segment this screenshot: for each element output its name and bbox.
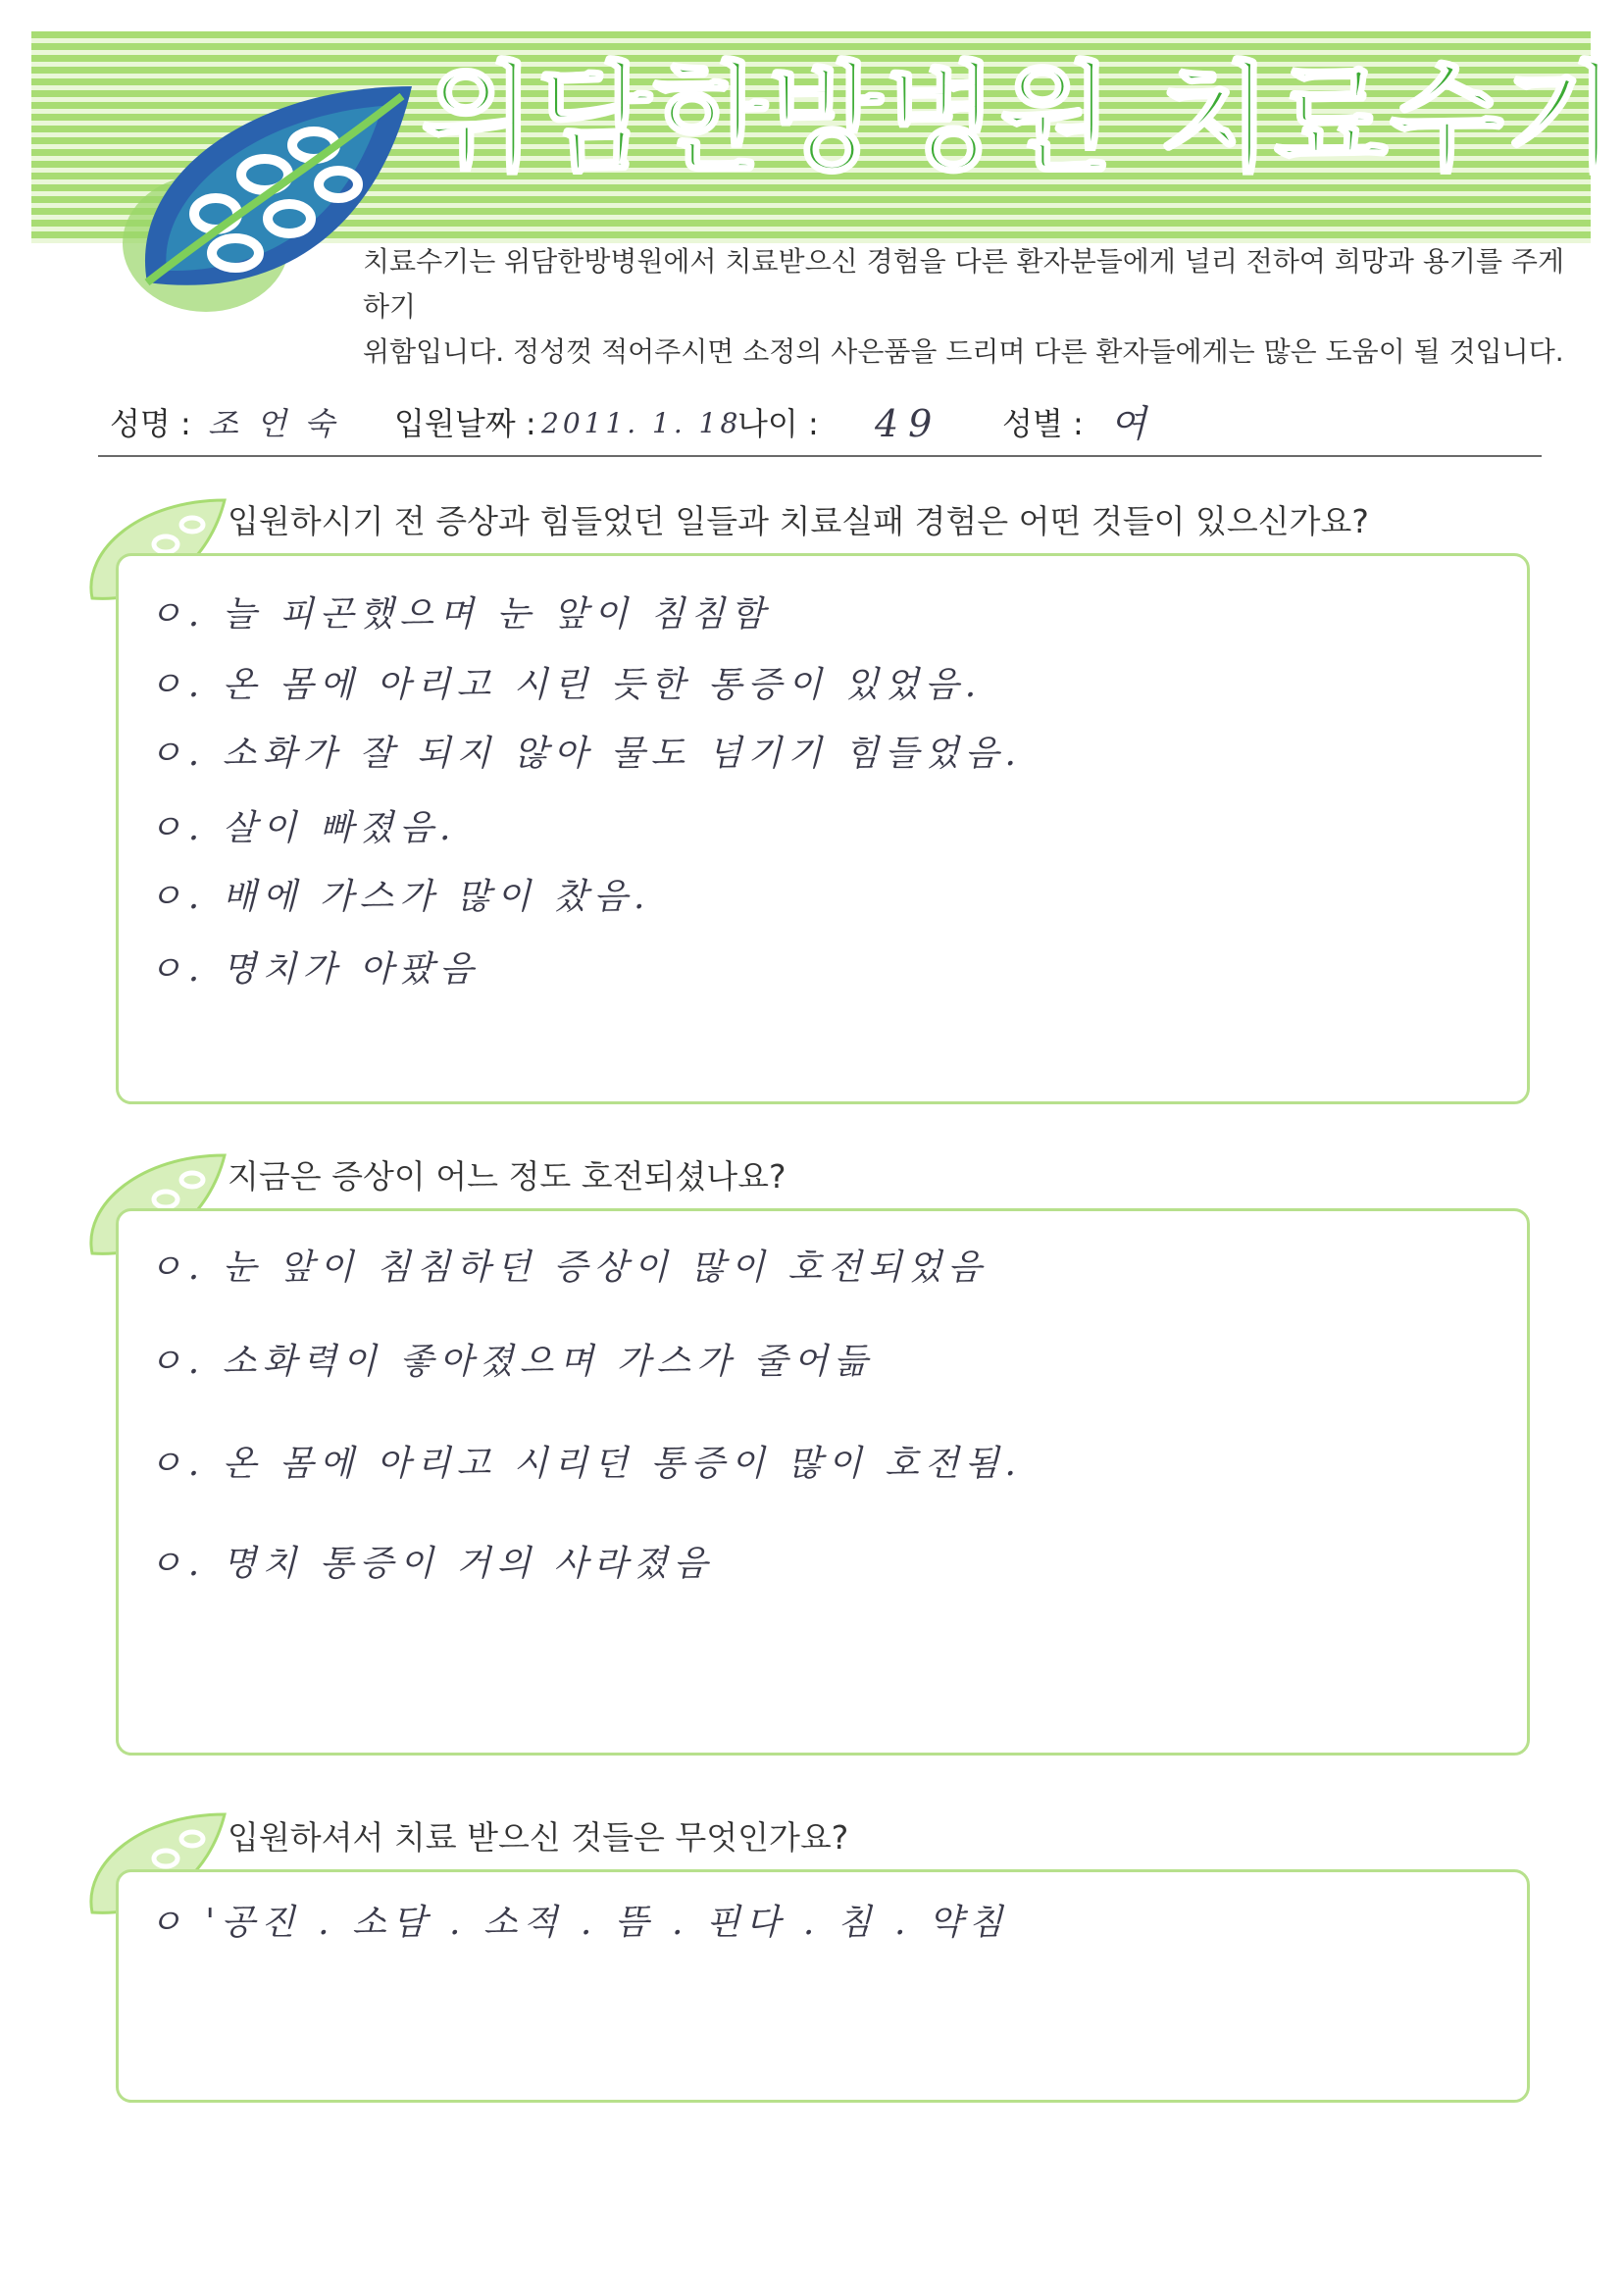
date-label: 입원날짜 : (394, 405, 536, 442)
name-value: 조 언 숙 (208, 405, 339, 442)
info-divider (98, 455, 1542, 457)
answer-line: ㅇ '공진 . 소담 . 소적 . 뜸 . 핀다 . 침 . 약침 (148, 1903, 1009, 1943)
intro-line: 치료수기는 위담한방병원에서 치료받으신 경험을 다른 환자분들에게 널리 전하여 희망과 용기를 주게 하기 (363, 245, 1565, 323)
answer-line: ㅇ. 온 몸에 아리고 시리던 통증이 많이 호전됨. (148, 1444, 1022, 1484)
section-question: 지금은 증상이 어느 정도 호전되셨나요? (228, 1157, 787, 1196)
answer-box (116, 1869, 1530, 2103)
answer-line: ㅇ. 명치가 아팠음 (148, 949, 480, 990)
sex-value: 여 (1110, 402, 1150, 445)
name-label: 성명 : (110, 405, 191, 442)
section-question: 입원하시기 전 증상과 힘들었던 일들과 치료실패 경험은 어떤 것들이 있으신가요? (228, 502, 1369, 540)
answer-line: ㅇ. 배에 가스가 많이 찼음. (148, 877, 651, 917)
age-label: 나이 : (737, 405, 819, 442)
answer-line: ㅇ. 늘 피곤했으며 눈 앞이 침침함 (148, 594, 771, 635)
sex-label: 성별 : (1002, 405, 1084, 442)
answer-line: ㅇ. 눈 앞이 침침하던 증상이 많이 호전되었음 (148, 1247, 989, 1288)
page-title: 위담한방병원 치료수기 (422, 51, 1621, 187)
answer-line: ㅇ. 소화가 잘 되지 않아 물도 넘기기 힘들었음. (148, 734, 1022, 774)
intro-text (363, 239, 1589, 375)
answer-line: ㅇ. 살이 빠졌음. (148, 808, 457, 848)
section-question: 입원하셔서 치료 받으신 것들은 무엇인가요? (228, 1818, 849, 1857)
answer-line: ㅇ. 온 몸에 아리고 시린 듯한 통증이 있었음. (148, 665, 983, 705)
answer-box (116, 1208, 1530, 1756)
intro-line: 위함입니다. 정성껏 적어주시면 소정의 사은품을 드리며 다른 환자들에게는 많은 도움이 될 것입니다. (363, 335, 1564, 368)
answer-box (116, 553, 1530, 1104)
patient-info-row (110, 394, 1542, 453)
age-value: 49 (875, 402, 942, 445)
answer-line: ㅇ. 명치 통증이 거의 사라졌음 (148, 1544, 714, 1584)
answer-line: ㅇ. 소화력이 좋아졌으며 가스가 줄어듦 (148, 1342, 874, 1382)
date-value: 2011. 1. 18 (541, 407, 742, 439)
